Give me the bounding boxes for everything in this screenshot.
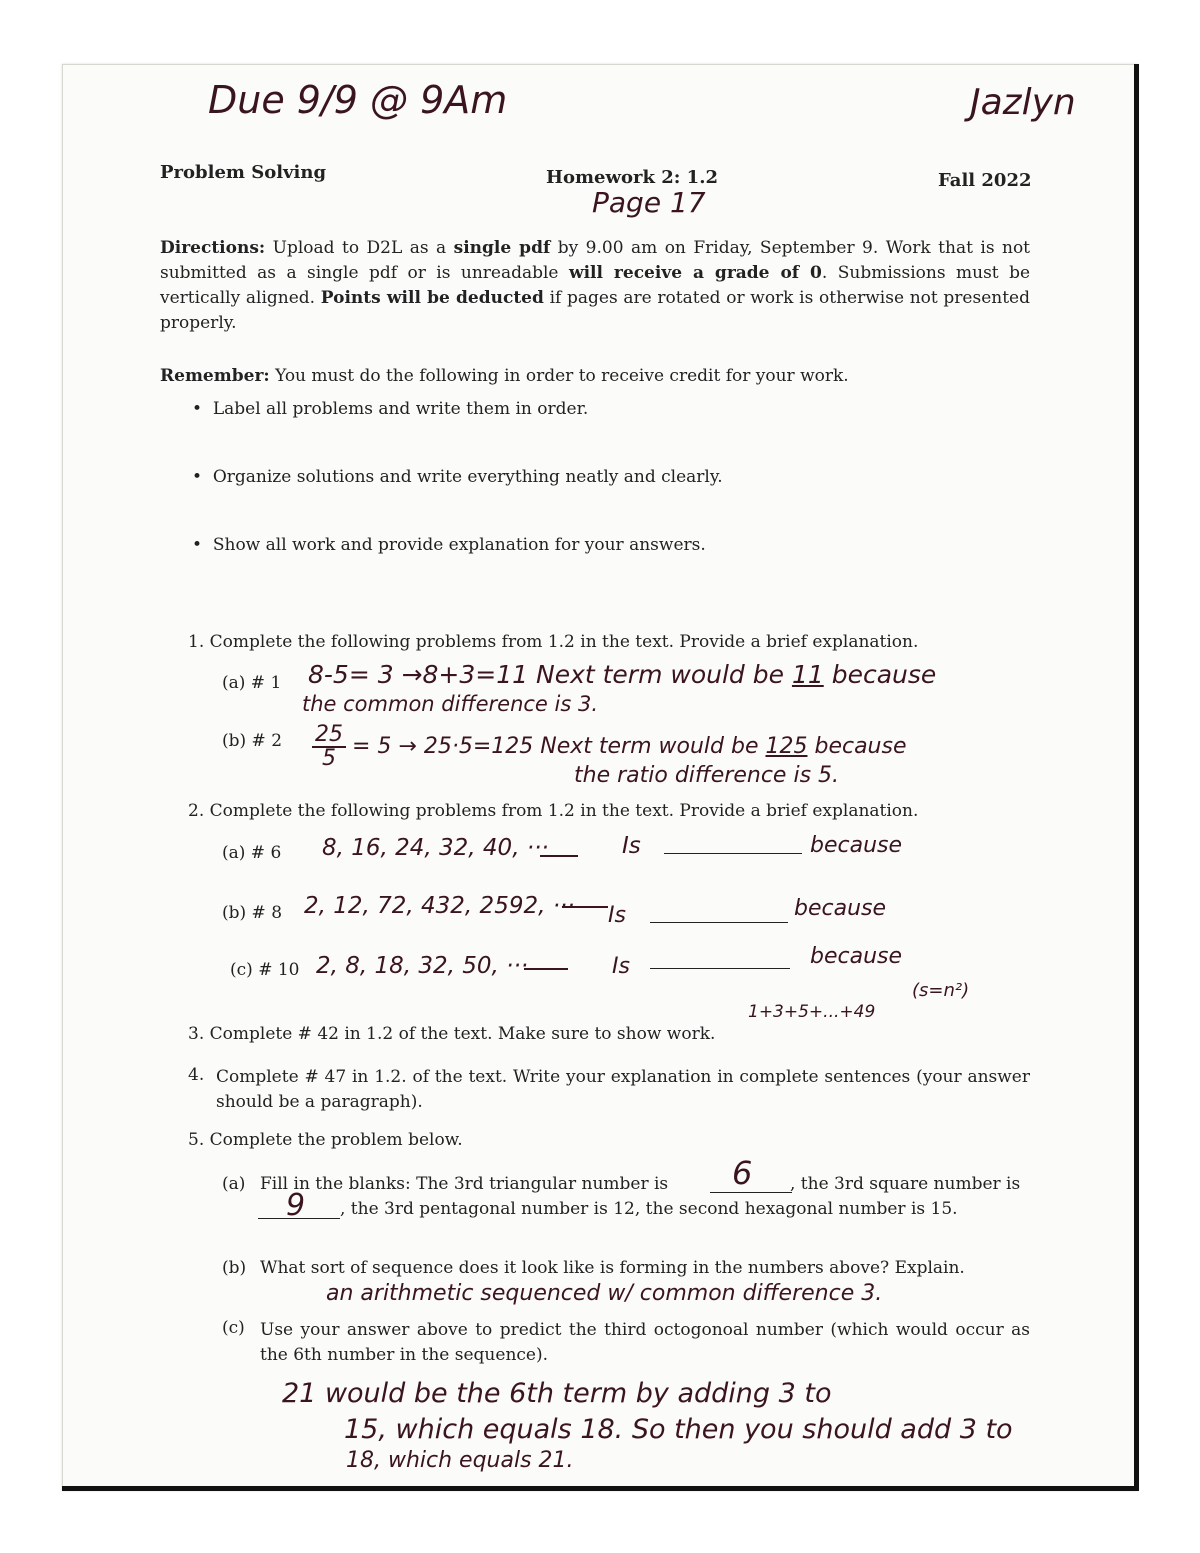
question-2	[188, 801, 918, 821]
q5a-text-3: , the 3rd pentagonal number is 12, the second hexagonal number is 15.	[340, 1199, 958, 1219]
q5b-text: What sort of sequence does it look like is forming in the numbers above? Explain.	[260, 1258, 965, 1278]
question-2-text: Complete the following problems from 1.2 in the text. Provide a brief explanation.	[209, 801, 919, 821]
q2b-is: Is	[608, 903, 626, 928]
q1a-answer-line-2: the common difference is 3.	[302, 692, 599, 716]
q2c-note-sum: 1+3+5+...+49	[748, 1002, 876, 1022]
q5a-text-2: , the 3rd square number is	[790, 1174, 1021, 1194]
q1a-answer-line-1	[308, 660, 936, 689]
directions-label: Directions:	[160, 238, 266, 258]
directions-text-3: . Submissions must be vertically aligned.	[160, 263, 1031, 308]
scan-edge-bottom	[62, 1486, 1139, 1491]
question-1-text: Complete the following problems from 1.2 in the text. Provide a brief explanation.	[209, 632, 919, 652]
q2c-blank	[650, 968, 790, 969]
question-1-number: 1.	[188, 632, 205, 652]
q2c-dash	[524, 968, 568, 970]
directions-bold-2: will receive a grade of 0	[568, 263, 822, 283]
q2b-label: (b) # 8	[222, 903, 283, 923]
directions-bold-1: single pdf	[453, 238, 551, 258]
q5a-fill-2: 9	[286, 1188, 306, 1223]
question-1	[188, 632, 918, 652]
q5c-text: Use your answer above to predict the third octogonoal number (which would occur as the 6th number in the sequence).	[260, 1320, 1030, 1365]
q2a-label: (a) # 6	[222, 843, 282, 863]
q5b-label: (b)	[222, 1258, 247, 1278]
q2c-sequence: 2, 8, 18, 32, 50, ···	[316, 953, 529, 979]
directions-text-1: Upload to D2L as a	[272, 238, 447, 258]
bullet-item-2: • Organize solutions and write everything neatly and clearly.	[192, 467, 723, 487]
q2b-sequence: 2, 12, 72, 432, 2592, ···	[304, 893, 575, 919]
question-5-number: 5.	[188, 1130, 205, 1150]
bullet-item-3: • Show all work and provide explanation for your answers.	[192, 535, 706, 555]
q2c-is: Is	[612, 954, 630, 979]
scan-edge-right	[1134, 64, 1139, 1489]
q2b-dash	[562, 906, 608, 908]
q5c-answer-line-3: 18, which equals 21.	[346, 1448, 574, 1473]
bullet-text-2: Organize solutions and write everything neatly and clearly.	[212, 467, 723, 487]
question-2-number: 2.	[188, 801, 205, 821]
remember-label: Remember:	[160, 366, 270, 386]
q2a-sequence: 8, 16, 24, 32, 40, ···	[322, 835, 549, 861]
q1a-answer-text: 8-5= 3 →8+3=11 Next term would be	[308, 660, 784, 689]
q1b-answer-value: 125	[765, 734, 808, 759]
question-3	[188, 1024, 715, 1044]
q2a-blank	[664, 853, 802, 854]
q2b-blank	[650, 922, 788, 923]
q2c-label: (c) # 10	[230, 960, 300, 980]
q5a-text-1: Fill in the blanks: The 3rd triangular number is	[260, 1174, 669, 1194]
handwritten-page-number: Page 17	[592, 186, 706, 219]
q1b-answer-line-1	[352, 734, 907, 759]
q1b-numerator: 25	[312, 724, 346, 748]
term-label: Fall 2022	[938, 170, 1032, 191]
q1b-label: (b) # 2	[222, 731, 283, 751]
q5c-answer-line-1: 21 would be the 6th term by adding 3 to	[282, 1378, 832, 1409]
course-title: Problem Solving	[160, 162, 327, 183]
directions-text-4: if pages are rotated or work is otherwise not presented properly.	[160, 288, 1030, 333]
q1a-answer-because: because	[831, 660, 937, 689]
question-5-text: Complete the problem below.	[209, 1130, 463, 1150]
q5a-blank-1	[710, 1192, 792, 1193]
q5a-fill-1: 6	[732, 1154, 753, 1192]
directions-text-2: by 9.00 am on Friday, September 9. Work that is not submitted as a single pdf or is unreadable	[160, 238, 1031, 283]
q2a-is: Is	[622, 833, 641, 859]
question-4-number: 4.	[188, 1065, 205, 1085]
q2a-because: because	[810, 833, 903, 858]
remember-text: You must do the following in order to receive credit for your work.	[275, 366, 849, 386]
q1a-label: (a) # 1	[222, 673, 282, 693]
question-4-text: Complete # 47 in 1.2. of the text. Write your explanation in complete sentences (your answer should be a paragraph).	[216, 1067, 1030, 1112]
q2c-because: because	[810, 944, 903, 969]
bullet-item-1: • Label all problems and write them in order.	[192, 399, 589, 419]
directions-paragraph	[160, 236, 1030, 336]
q2b-because: because	[794, 896, 887, 921]
question-5	[188, 1130, 463, 1150]
q5a-label: (a)	[222, 1174, 246, 1194]
q1b-fraction	[312, 724, 346, 770]
q5c-answer-line-2: 15, which equals 18. So then you should add 3 to	[344, 1414, 1013, 1445]
question-3-number: 3.	[188, 1024, 205, 1044]
assignment-title: Homework 2: 1.2	[546, 167, 718, 188]
q1b-answer-because: because	[814, 734, 907, 759]
q1b-answer-text: = 5 → 25·5=125 Next term would be	[352, 734, 759, 759]
q2a-dash	[540, 855, 578, 857]
bullet-text-1: Label all problems and write them in order.	[212, 399, 589, 419]
q2c-note-formula: (s=n²)	[912, 980, 970, 1001]
q5c-label: (c)	[222, 1318, 245, 1338]
q1b-denominator: 5	[322, 746, 336, 771]
bullet-text-3: Show all work and provide explanation for your answers.	[212, 535, 706, 555]
handwritten-student-name: Jazlyn	[970, 82, 1076, 123]
directions-bold-3: Points will be deducted	[320, 288, 544, 308]
q5b-answer: an arithmetic sequenced w/ common difference 3.	[326, 1281, 883, 1306]
question-3-text: Complete # 42 in 1.2 of the text. Make sure to show work.	[209, 1024, 716, 1044]
handwritten-due-date: Due 9/9 @ 9Am	[208, 78, 508, 122]
q1a-answer-value: 11	[791, 660, 824, 689]
remember-line	[160, 366, 849, 386]
q1b-answer-line-2: the ratio difference is 5.	[574, 763, 840, 788]
